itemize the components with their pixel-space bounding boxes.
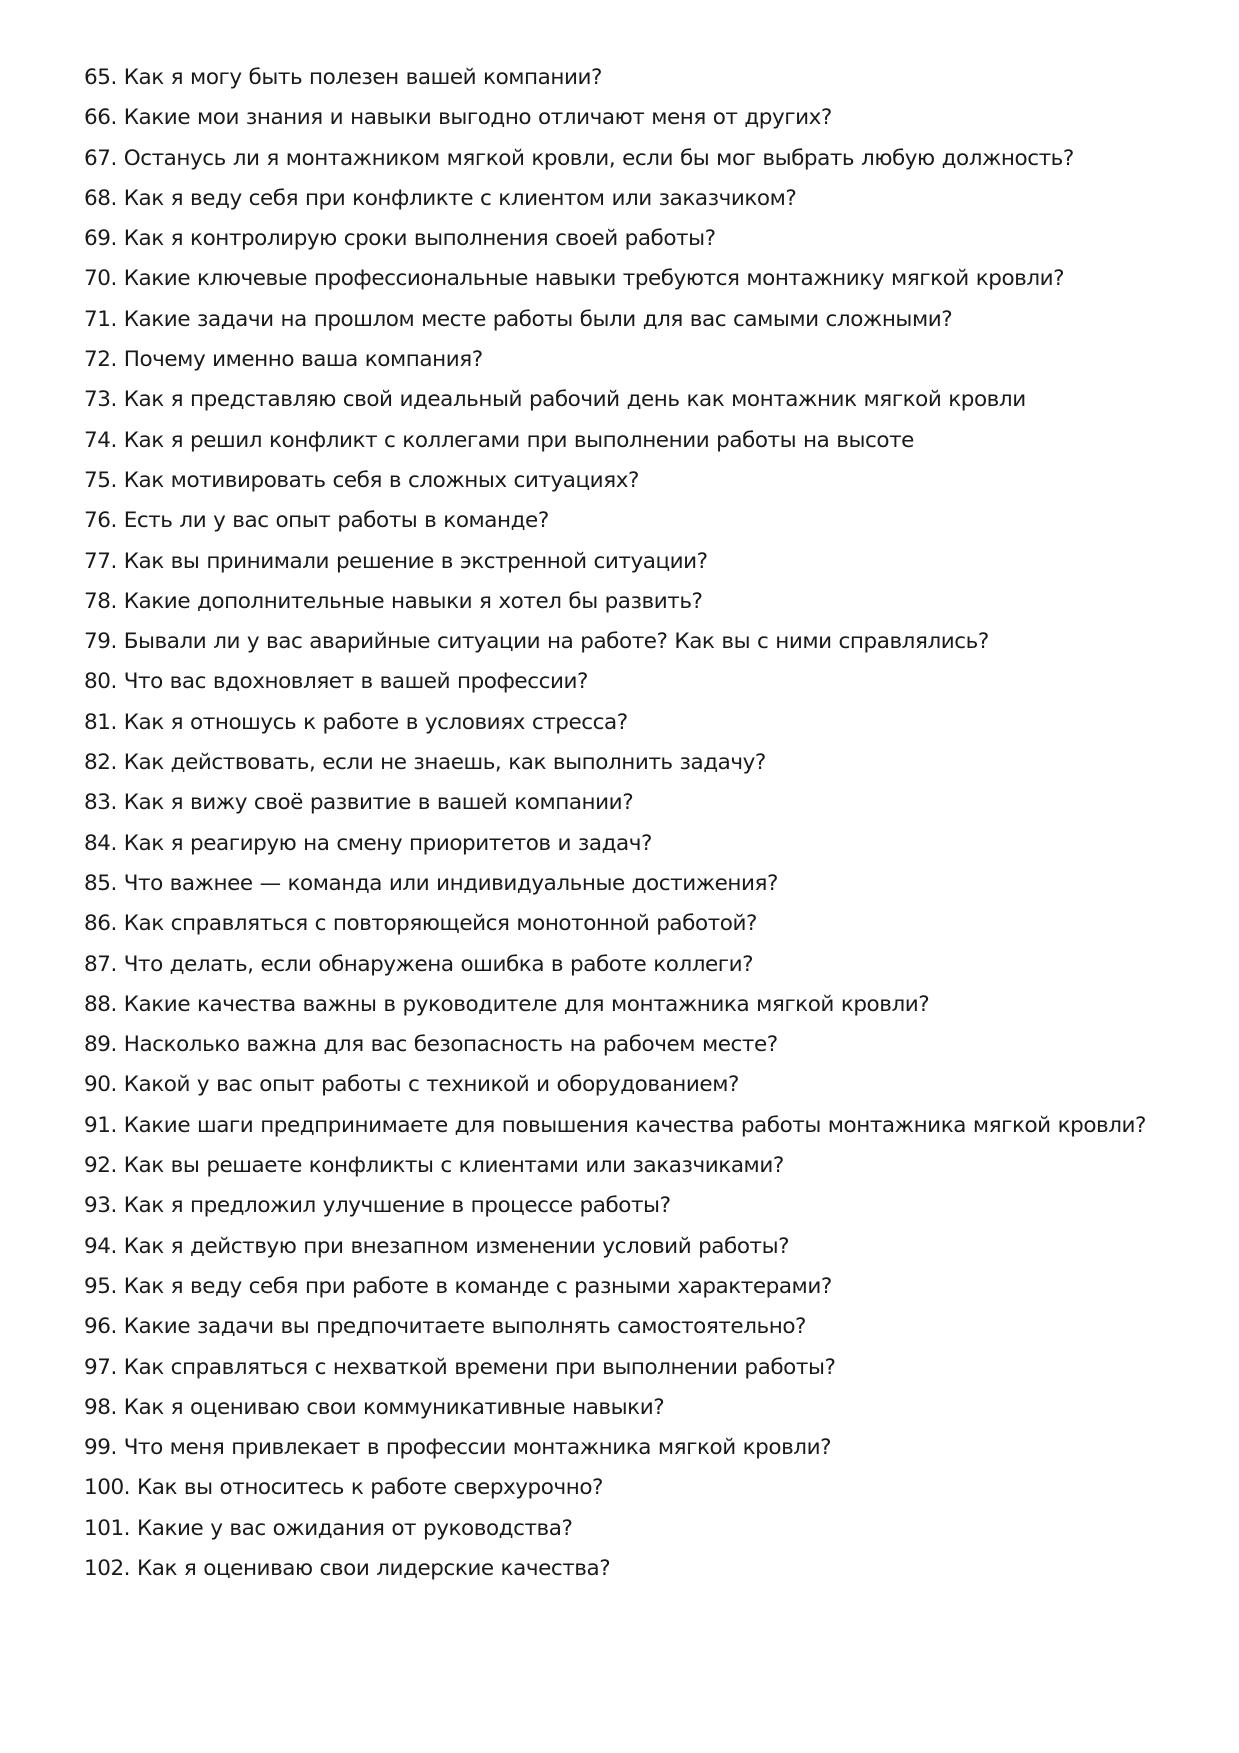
question-item: 72. Почему именно ваша компания? (84, 347, 483, 373)
question-item: 94. Как я действую при внезапном изменении условий работы? (84, 1233, 790, 1259)
question-item: 82. Как действовать, если не знаешь, как выполнить задачу? (84, 750, 766, 776)
question-item: 91. Какие шаги предпринимаете для повышения качества работы монтажника мягкой кровли? (84, 1112, 1147, 1138)
question-item: 79. Бывали ли у вас аварийные ситуации на работе? Как вы с ними справлялись? (84, 629, 989, 655)
question-item: 84. Как я реагирую на смену приоритетов и задач? (84, 830, 652, 856)
question-item: 98. Как я оцениваю свои коммуникативные навыки? (84, 1394, 665, 1420)
question-item: 65. Как я могу быть полезен вашей компании? (84, 65, 602, 90)
question-item: 74. Как я решил конфликт с коллегами при выполнении работы на высоте (84, 427, 914, 453)
question-item: 100. Как вы относитесь к работе сверхурочно? (84, 1475, 603, 1501)
question-item: 76. Есть ли у вас опыт работы в команде? (84, 508, 549, 534)
question-item: 89. Насколько важна для вас безопасность на рабочем месте? (84, 1032, 778, 1058)
question-item: 80. Что вас вдохновляет в вашей профессии? (84, 669, 588, 695)
question-item: 97. Как справляться с нехваткой времени при выполнении работы? (84, 1354, 836, 1380)
question-item: 73. Как я представляю свой идеальный рабочий день как монтажник мягкой кровли (84, 387, 1026, 413)
question-item: 77. Как вы принимали решение в экстренной ситуации? (84, 548, 708, 574)
question-item: 67. Останусь ли я монтажником мягкой кровли, если бы мог выбрать любую должность? (84, 145, 1074, 171)
question-item: 70. Какие ключевые профессиональные навыки требуются монтажнику мягкой кровли? (84, 266, 1065, 292)
question-item: 99. Что меня привлекает в профессии монтажника мягкой кровли? (84, 1435, 832, 1461)
question-item: 78. Какие дополнительные навыки я хотел бы развить? (84, 588, 703, 614)
question-item: 71. Какие задачи на прошлом месте работы были для вас самыми сложными? (84, 306, 953, 332)
question-item: 87. Что делать, если обнаружена ошибка в работе коллеги? (84, 951, 754, 977)
question-item: 86. Как справляться с повторяющейся монотонной работой? (84, 911, 757, 937)
question-item: 102. Как я оцениваю свои лидерские качества? (84, 1555, 611, 1581)
question-item: 101. Какие у вас ожидания от руководства? (84, 1515, 573, 1541)
question-list (84, 58, 1164, 1589)
question-item: 66. Какие мои знания и навыки выгодно отличают меня от других? (84, 105, 832, 131)
question-item: 69. Как я контролирую сроки выполнения своей работы? (84, 226, 716, 252)
question-item: 96. Какие задачи вы предпочитаете выполнять самостоятельно? (84, 1314, 806, 1340)
question-item: 75. Как мотивировать себя в сложных ситуациях? (84, 467, 639, 493)
document-page (84, 58, 1164, 1589)
question-item: 95. Как я веду себя при работе в команде с разными характерами? (84, 1273, 832, 1299)
question-item: 68. Как я веду себя при конфликте с клиентом или заказчиком? (84, 185, 797, 211)
question-item: 92. Как вы решаете конфликты с клиентами или заказчиками? (84, 1153, 784, 1179)
question-item: 90. Какой у вас опыт работы с техникой и оборудованием? (84, 1072, 739, 1098)
question-item: 93. Как я предложил улучшение в процессе работы? (84, 1193, 671, 1219)
question-item: 83. Как я вижу своё развитие в вашей компании? (84, 790, 634, 816)
question-item: 85. Что важнее — команда или индивидуальные достижения? (84, 870, 779, 896)
question-item: 81. Как я отношусь к работе в условиях стресса? (84, 709, 628, 735)
question-item: 88. Какие качества важны в руководителе для монтажника мягкой кровли? (84, 991, 930, 1017)
